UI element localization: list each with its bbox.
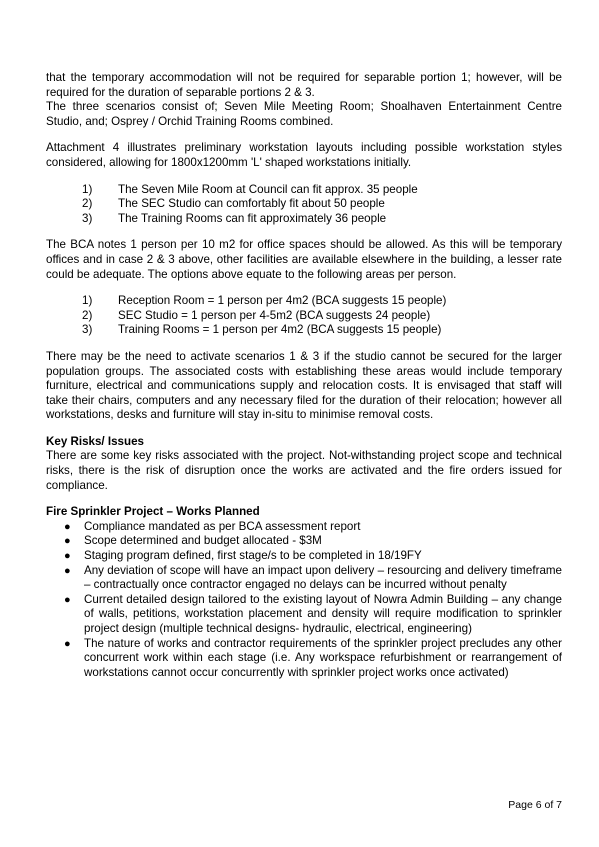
bullet-icon: ● xyxy=(64,637,71,650)
bca-paragraph: The BCA notes 1 person per 10 m2 for office spaces should be allowed. As this will be temporary offices and in case 2 & 3 above, other facilities are available elsewhere in the building, a lesser rate could be adequate. The options above equate to the following areas per person. xyxy=(46,238,562,281)
list-item: ● The nature of works and contractor requirements of the sprinkler project precludes any other concurrent work within each stage (i.e. Any workspace refurbishment or rearrangement of workstations cannot occur concurrently with sprinkler project works once activated) xyxy=(46,637,562,681)
list-item: ● Current detailed design tailored to the existing layout of Nowra Admin Building – any change of walls, petitions, workstation placement and density will require modification to sprinkler project design (multiple technical designs- hydraulic, electrical, engineering) xyxy=(46,593,562,637)
bullet-icon: ● xyxy=(64,535,71,548)
list-item: ● Staging program defined, first stage/s to be completed in 18/19FY xyxy=(46,549,562,564)
list-item: ● Scope determined and budget allocated - $3M xyxy=(46,534,562,549)
intro-paragraph-2: The three scenarios consist of; Seven Mile Meeting Room; Shoalhaven Entertainment Centre Studio, and; Osprey / Orchid Training Rooms combined. xyxy=(46,100,562,128)
list-item: 1) The Seven Mile Room at Council can fit approx. 35 people xyxy=(82,182,418,196)
bullet-icon: ● xyxy=(64,520,71,533)
attachment-paragraph: Attachment 4 illustrates preliminary workstation layouts including possible workstation styles considered, allowing for 1800x1200mm 'L' shaped workstations initially. xyxy=(46,141,562,169)
area-per-person-list xyxy=(46,294,562,338)
key-risks-heading: Key Risks/ Issues xyxy=(46,434,144,448)
activation-paragraph: There may be the need to activate scenarios 1 & 3 if the studio cannot be secured for the larger population groups. The associated costs with establishing these areas would include temporary furniture, electrical and communications supply and relocation costs. It is envisaged that staff will take their chairs, computers and any necessary filed for the duration of their relocation; however all workstations, desks and furniture will stay in-situ to minimise removal costs. xyxy=(46,349,562,422)
list-item: ● Compliance mandated as per BCA assessment report xyxy=(46,520,562,535)
page-content xyxy=(46,71,562,680)
page-number: Page 6 of 7 xyxy=(508,799,562,811)
sprinkler-heading: Fire Sprinkler Project – Works Planned xyxy=(46,505,260,519)
bullet-icon: ● xyxy=(64,550,71,563)
list-item: 2) The SEC Studio can comfortably fit about 50 people xyxy=(82,197,385,211)
key-risks-paragraph: There are some key risks associated with the project. Not-withstanding project scope and technical risks, there is the risk of disruption once the works are activated and the fire orders issued for compliance. xyxy=(46,449,562,492)
room-capacity-list xyxy=(46,183,562,227)
list-item: 1) Reception Room = 1 person per 4m2 (BCA suggests 15 people) xyxy=(82,294,447,308)
bullet-icon: ● xyxy=(64,564,71,577)
list-item: ● Any deviation of scope will have an impact upon delivery – resourcing and delivery timeframe – contractually once contractor engaged no delays can be incurred without penalty xyxy=(46,564,562,593)
list-item: 3) The Training Rooms can fit approximately 36 people xyxy=(82,211,387,225)
list-item: 3) Training Rooms = 1 person per 4m2 (BCA suggests 15 people) xyxy=(82,323,442,337)
intro-paragraph-1: that the temporary accommodation will not be required for separable portion 1; however, will be required for the duration of separable portions 2 & 3. xyxy=(46,71,562,99)
sprinkler-bullet-list xyxy=(46,520,562,681)
list-item: 2) SEC Studio = 1 person per 4-5m2 (BCA suggests 24 people) xyxy=(82,308,431,322)
bullet-icon: ● xyxy=(64,593,71,606)
